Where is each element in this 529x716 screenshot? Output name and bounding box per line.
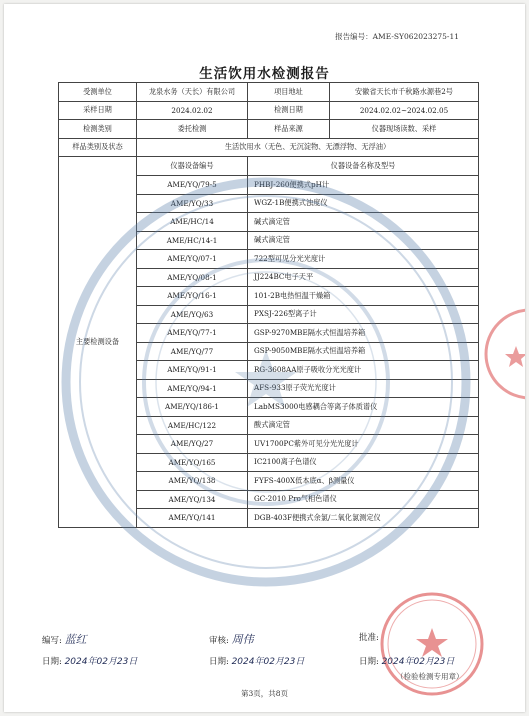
review-date-block	[209, 654, 304, 667]
test-date-label: 检测日期	[248, 101, 330, 120]
equipment-name: UV1700PC紫外可见分光光度计	[248, 435, 479, 454]
stamp-label: （检验检测专用章）	[396, 672, 464, 681]
equipment-id: AME/YQ/63	[137, 305, 248, 324]
equipment-name: DGB-403F便携式余氯/二氧化氯测定仪	[248, 509, 479, 528]
compile-date-label: 日期:	[42, 657, 62, 667]
address-value: 安徽省天长市千秋路水源巷2号	[330, 83, 479, 102]
equipment-name: RG-3608AA原子吸收分光光度计	[248, 361, 479, 380]
reviewer-block	[209, 631, 254, 647]
source-label: 样品来源	[248, 120, 330, 139]
category-value: 委托检测	[137, 120, 248, 139]
equipment-id: AME/YQ/77	[137, 342, 248, 361]
equipment-id: AME/YQ/16-1	[137, 287, 248, 306]
reviewer-label: 审核:	[209, 636, 229, 646]
page-title: 生活饮用水检测报告	[199, 66, 330, 82]
report-number: 报告编号：AME-SY062023275-11	[335, 32, 459, 41]
equipment-id: AME/YQ/77-1	[137, 324, 248, 343]
approve-date-block	[359, 654, 454, 667]
equipment-id: AME/HC/14-1	[137, 231, 248, 250]
equipment-col-name: 仪器设备名称及型号	[248, 157, 479, 176]
compile-date-block	[42, 654, 137, 667]
equipment-id: AME/YQ/186-1	[137, 398, 248, 417]
test-date-value: 2024.02.02~2024.02.05	[330, 101, 479, 120]
approve-date-value: 2024年02月23日	[381, 657, 455, 667]
equipment-id: AME/YQ/138	[137, 472, 248, 491]
equipment-id: AME/YQ/79-5	[137, 176, 248, 195]
review-date-value: 2024年02月23日	[231, 657, 305, 667]
report-page	[4, 4, 525, 712]
review-date-label: 日期:	[209, 657, 229, 667]
sampling-date-label: 采样日期	[59, 101, 137, 120]
compiler-block	[42, 631, 87, 647]
equipment-id: AME/YQ/07-1	[137, 250, 248, 269]
approve-date-label: 日期:	[359, 657, 379, 667]
approver-block	[359, 631, 379, 643]
equipment-name: 碱式滴定管	[248, 213, 479, 232]
equipment-section-label: 主要检测设备	[59, 157, 137, 528]
equipment-name: LabMS3000电感耦合等离子体质谱仪	[248, 398, 479, 417]
equipment-name: 酸式滴定管	[248, 416, 479, 435]
source-value: 仪器现场读数、采样	[330, 120, 479, 139]
equipment-col-id: 仪器设备编号	[137, 157, 248, 176]
sample-value: 生活饮用水（无色、无沉淀物、无漂浮物、无浮油）	[137, 138, 479, 157]
equipment-id: AME/HC/14	[137, 213, 248, 232]
compiler-label: 编写:	[42, 636, 62, 646]
equipment-id: AME/YQ/94-1	[137, 379, 248, 398]
unit-value: 龙泉水务（天长）有限公司	[137, 83, 248, 102]
equipment-name: 101-2B电热恒温干燥箱	[248, 287, 479, 306]
equipment-id: AME/HC/122	[137, 416, 248, 435]
address-label: 项目地址	[248, 83, 330, 102]
equipment-name: PXSJ-226型离子计	[248, 305, 479, 324]
red-seal-partial	[482, 294, 525, 414]
compiler-signature: 蓝红	[64, 633, 87, 646]
equipment-name: IC2100离子色谱仪	[248, 453, 479, 472]
equipment-name: 722型可见分光光度计	[248, 250, 479, 269]
equipment-id: AME/YQ/91-1	[137, 361, 248, 380]
page-number: 第3页，共8页	[240, 689, 289, 698]
reviewer-signature: 周伟	[231, 633, 254, 646]
equipment-name: 碱式滴定管	[248, 231, 479, 250]
equipment-id: AME/YQ/141	[137, 509, 248, 528]
approver-label: 批准:	[359, 633, 379, 643]
report-table	[58, 82, 479, 528]
equipment-name: JJ224BC电子天平	[248, 268, 479, 287]
compile-date-value: 2024年02月23日	[64, 657, 138, 667]
equipment-id: AME/YQ/33	[137, 194, 248, 213]
sampling-date-value: 2024.02.02	[137, 101, 248, 120]
equipment-id: AME/YQ/08-1	[137, 268, 248, 287]
equipment-id: AME/YQ/165	[137, 453, 248, 472]
equipment-name: AFS-933原子荧光光度计	[248, 379, 479, 398]
unit-label: 受测单位	[59, 83, 137, 102]
equipment-name: PHBJ-260便携式pH计	[248, 176, 479, 195]
equipment-name: GSP-9270MBE隔水式恒温培养箱	[248, 324, 479, 343]
equipment-name: WGZ-1B便携式浊度仪	[248, 194, 479, 213]
equipment-name: GC-2010 Pro气相色谱仪	[248, 490, 479, 509]
category-label: 检测类别	[59, 120, 137, 139]
sample-label: 样品类别及状态	[59, 138, 137, 157]
equipment-name: GSP-9050MBE隔水式恒温培养箱	[248, 342, 479, 361]
equipment-id: AME/YQ/134	[137, 490, 248, 509]
equipment-name: FYFS-400X低本底α、β测量仪	[248, 472, 479, 491]
equipment-id: AME/YQ/27	[137, 435, 248, 454]
